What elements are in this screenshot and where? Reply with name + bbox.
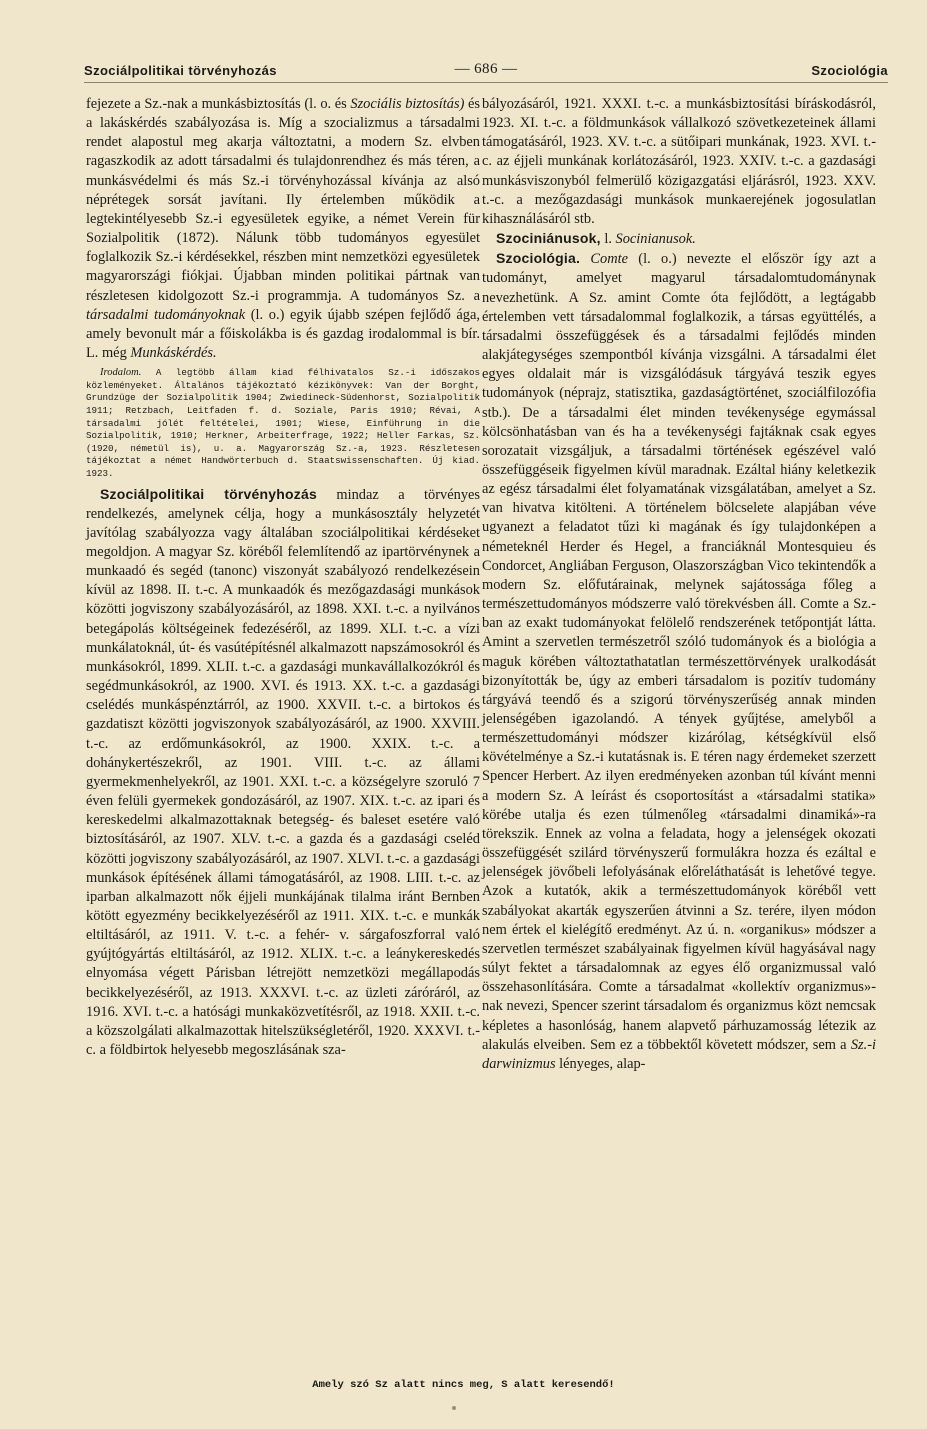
footer-note: Amely szó Sz alatt nincs meg, S alatt keresendő!: [312, 1379, 615, 1391]
entry-text: (l. o.) nevezte el először így azt a tudományt, amelyet magyarul társadalomtudománynak nevezhetünk. A Sz. amint Comte óta fejlődött, a legtágabb értelemben vett társadalommal foglalkozik, a társas együttélés, a társadalmi összefüggések és a társadalmi fejlődés minden alakjátegységes szempontból kívánja vizsgálni. A társadalmi élet egyes oldalait már is vizsgálódásuk tárgyává teszik egyes tudományok (néprajz, statisztika, gazdaságtörténet, szociálfilozófia stb.). De a társadalmi élet minden tevékenysége egymással kölcsönhatásban van és ha a tevékenységi fajtáknak csak egyes sorozatait vizsgáljuk, a társadalmi történések egészével való összefüggéseik figyelmen kívül maradnak. Ezáltal hiány keletkezik az egész társadalmi élet folyamatának vizsgálatában, amelyet a Sz. van hivatva kitölteni. A történelem bölcselete alapjában véve ugyanezt a feladatot tűzi ki magának és így tulajdonképen a németeknél Herder és Hegel, a franciáknál Montesquieu és Condorcet, Angliában Ferguson, Olaszországban Vico tekintendők a modern Sz. előfutárainak, melynek sajátossága főleg a természettudományos módszerre való törekvésben áll. Comte a Sz.-ban az exakt tudományokat felölelő rendszerének tetőpontját látta. Amint a szervetlen természetről szóló tudományok és a biológia a maguk körében változtathatatlan természettörvények uralkodását bizonyították be, úgy az emberi társadalom is pozitív tudomány tárgyává teendő és a szigorú törvényszerűség annak minden jelenségében igazolandó. A tények gyűjtése, amelyből a természettudományi módszer kizárólag, kétségkívül első kövételménye a Sz.-i kutatásnak is. E téren nagy érdemeket szerzett Spencer Herbert. Az ilyen eredményeken azonban túl kívánt menni a modern Sz. A leírást és csoportosítást a «társadalmi statika» körébe utalja és ezen túlmenőleg «társadalmi dinamiká»-ra törekszik. Ennek az volna a feladata, hogy a jelenségek okozati összefüggését szilárd törvényszerű formulákra hozza és ezáltal e jelenségek jövőbeli lefolyásának előreláthatását is lehetővé tegye. Azok a kutatók, akik a természettudományok köréből vett szabályokat akarták egyszerűen átvinni a Sz. terére, ilyen módon nem értek el kielégítő eredményt. Az ú. n. «organikus» módszer a szervetlen természet szabályainak figyelmen kívül hagyásával nagy súlyt fektet a társadalomnak az egyes élő organizmussal való összehasonlítására. Comte a társadalmat «kollektív organizmus»-nak nevezi, Spencer szerint társadalom és organizmus közt nemcsak képletes a hasonlóság, hanem alapvető párhuzamosság létezik az alakulás elveiben. Sem ez a többektől követett módszer, sem a: [482, 251, 876, 1053]
cross-reference: Comte: [590, 251, 628, 268]
cross-reference: Szociális biztosítás): [350, 96, 465, 112]
entry-text: mindaz a törvényes rendelkezés, amelynek célja, hogy a munkásosztály helyzetét javítólag szabályozza vagy általában szociálpolitikai kérdéseket megoldjon. A magyar Sz. köréből felemlítendő az ipartörvénynek a munkaadó és segéd (tanonc) viszonyát szabályozó rendelkezésein kívül az 1898. II. t.-c. A munkaadók és mezőgazdasági munkások közötti jogviszony szabályozásáról, az 1898. XXI. t.-c. a nyilvános betegápolás költségeinek fedezéséről, az 1899. XLI. t.-c. a vízi munkálatoknál, út- és vasútépítésnél alkalmazott napszámosokról és munkásokról, 1899. XLII. t.-c. a gazdasági munkavállalkozókról és segédmunkásokról, az 1900. XVI. és 1913. XX. t.-c. a gazdasági cselédés munkáspénztárról, az 1900. XXVII. t.-c. a birtokos és gazdatiszt közötti jogviszonyok szabályozásáról, az 1900. XXVIII. t.-c. az erdőmunkásokról, az 1900. XXIX. t.-c. a dohánykertészekről, az 1901. VIII. t.-c. az állami gyermekmenhelyekről, az 1901. XXI. t.-c. a községelyre szoruló 7 éven felüli gyermekek gondozásáról, az 1907. XIX. t.-c. az ipari és kereskedelmi alkalmazottaknak betegség- és baleset esetére való biztosításáról, az 1907. XLV. t.-c. a gazda és a gazdasági cseléd közötti jogviszony szabályozásáról, az 1907. XLVI. t.-c. a gazdasági munkások építésének állami támogatásáról, az 1908. LIII. t.-c. az iparban alkalmazott nők éjjeli munkájának tilalma iránt Bernben kötött egyezmény becikkelyezéséről az 1911. XIX. t.-c. e munkák eltiltásáról, az 1911. V. t.-c. a fehér- v. sárgafoszforral való gyújtógyártás eltiltásáról, az 1912. XLIX. t.-c. a leánykereskedés elnyomása végett Párisban létrejött nemzetközi megállapodás becikkelyezéséről, az 1913. XXXVI. t.-c. az üzleti záróráról, az 1916. XVI. t.-c. a hatósági munkaközvetítésről, az 1918. XXII. t.-c. a közszolgálati alkalmazottak hitelszükségletéről, 1920. XXXVI. t.-c. a földbirtok helyesebb megoszlásának sza-: [86, 486, 480, 1059]
headword: Szociniánusok,: [496, 230, 601, 247]
entry-continuation-right: [482, 95, 876, 229]
page-number: — 686 —: [454, 61, 518, 77]
left-column: [86, 95, 480, 1060]
text-run: bályozásáról, 1921. XXXI. t.-c. a munkásbiztosítási bíráskodásról, 1923. XI. t.-c. a földmunkások vállalkozó szövetkezeteinek állami támogatásáról, 1923. XV. t.-c. a sütőipari munkának, 1923. XVI. t.-c. az éjjeli munkának korlátozásáról, 1923. XXIV. t.-c. a gazdasági munkásviszonyból felmerülő közigazgatási eljárásról, 1923. XXV. t.-c. a mezőgazdasági munkások munkaerejének jogosulatlan kihasználásáról stb.: [482, 96, 876, 227]
text-run: l.: [600, 231, 616, 248]
text-run: fejezete a Sz.-nak a munkásbiztosítás (l. o. és: [86, 96, 351, 112]
text-run: (l. o.) egyik újabb szépen fejlődő ága, amely bevonult már a főiskolákba is és gazdag irodalommal is bír. L. még: [86, 306, 480, 362]
entry-szocinianusok: [482, 229, 876, 249]
cross-reference: Socinianusok.: [615, 231, 696, 248]
header-right-term: Szociológia: [811, 63, 888, 78]
header-left-term: Szociálpolitikai törvényhozás: [84, 63, 277, 78]
bibliography-text: A legtöbb állam kiad félhivatalos Sz.-i időszakos közleményeket. Általános tájékoztató kézikönyvek: Van der Borght, Grundzüge der Sozialpolitik 1904; Zwiedineck-Südenhorst, Sozialpolitik 1911; Retzbach, Leitfaden f. d. Soziale, Paris 1910; Révai, A társadalmi jólét feltételei, 1901; Wiese, Einführung in die Sozialpolitik, 1910; Herkner, Arbeiterfrage, 1922; Heller Farkas, Sz. (1920, németül is), u. a. Magyarország Sz.-a, 1923. Részletesen tájékoztat a német Handwörterbuch d. Staatswissenschaften. Új kiad. 1923.: [86, 367, 480, 479]
entry-szocialpolitikai-torvenyhozas: [86, 485, 480, 1061]
cross-reference: társadalmi tudományoknak: [86, 306, 246, 323]
printer-mark: [452, 1406, 456, 1410]
headword: Szociológia.: [496, 250, 581, 267]
cross-reference: Sz.-i darwinizmus: [482, 1036, 876, 1072]
text-run: és a lakáskérdés szabályozása is. Míg a szocializmus a társadalmi rendet alapostul meg akarja változtatni, a modern Sz. elvben ragaszkodik az adott társadalmi és tulajdonrendhez és más téren, a munkásvédelmi és más Sz.-i törvényhozással kívánja az alsó néprétegek sorsát javítani. Ily értelemben működik a legtekintélyesebb Sz.-i egyesületek egyike, a német Verein für Sozialpolitik (1872). Nálunk több tudományos egyesület foglalkozik Sz.-i kérdésekkel, részben mint nemzetközi egyesületek magyarországi fiókjai. Újabban minden politikai pártnak van részletesen kidolgozott Sz.-i programmja. A tudományos Sz. a: [86, 96, 480, 304]
running-header: [84, 60, 888, 83]
entry-continuation: [86, 95, 480, 363]
bibliography-label: Irodalom.: [100, 367, 142, 379]
right-column: [482, 95, 876, 1074]
entry-szociologia: [482, 249, 876, 1074]
text-run: lényeges, alap-: [555, 1055, 646, 1072]
bibliography: [86, 367, 480, 480]
headword: Szociálpolitikai törvényhozás: [100, 485, 317, 502]
cross-reference: Munkáskérdés.: [130, 345, 217, 362]
